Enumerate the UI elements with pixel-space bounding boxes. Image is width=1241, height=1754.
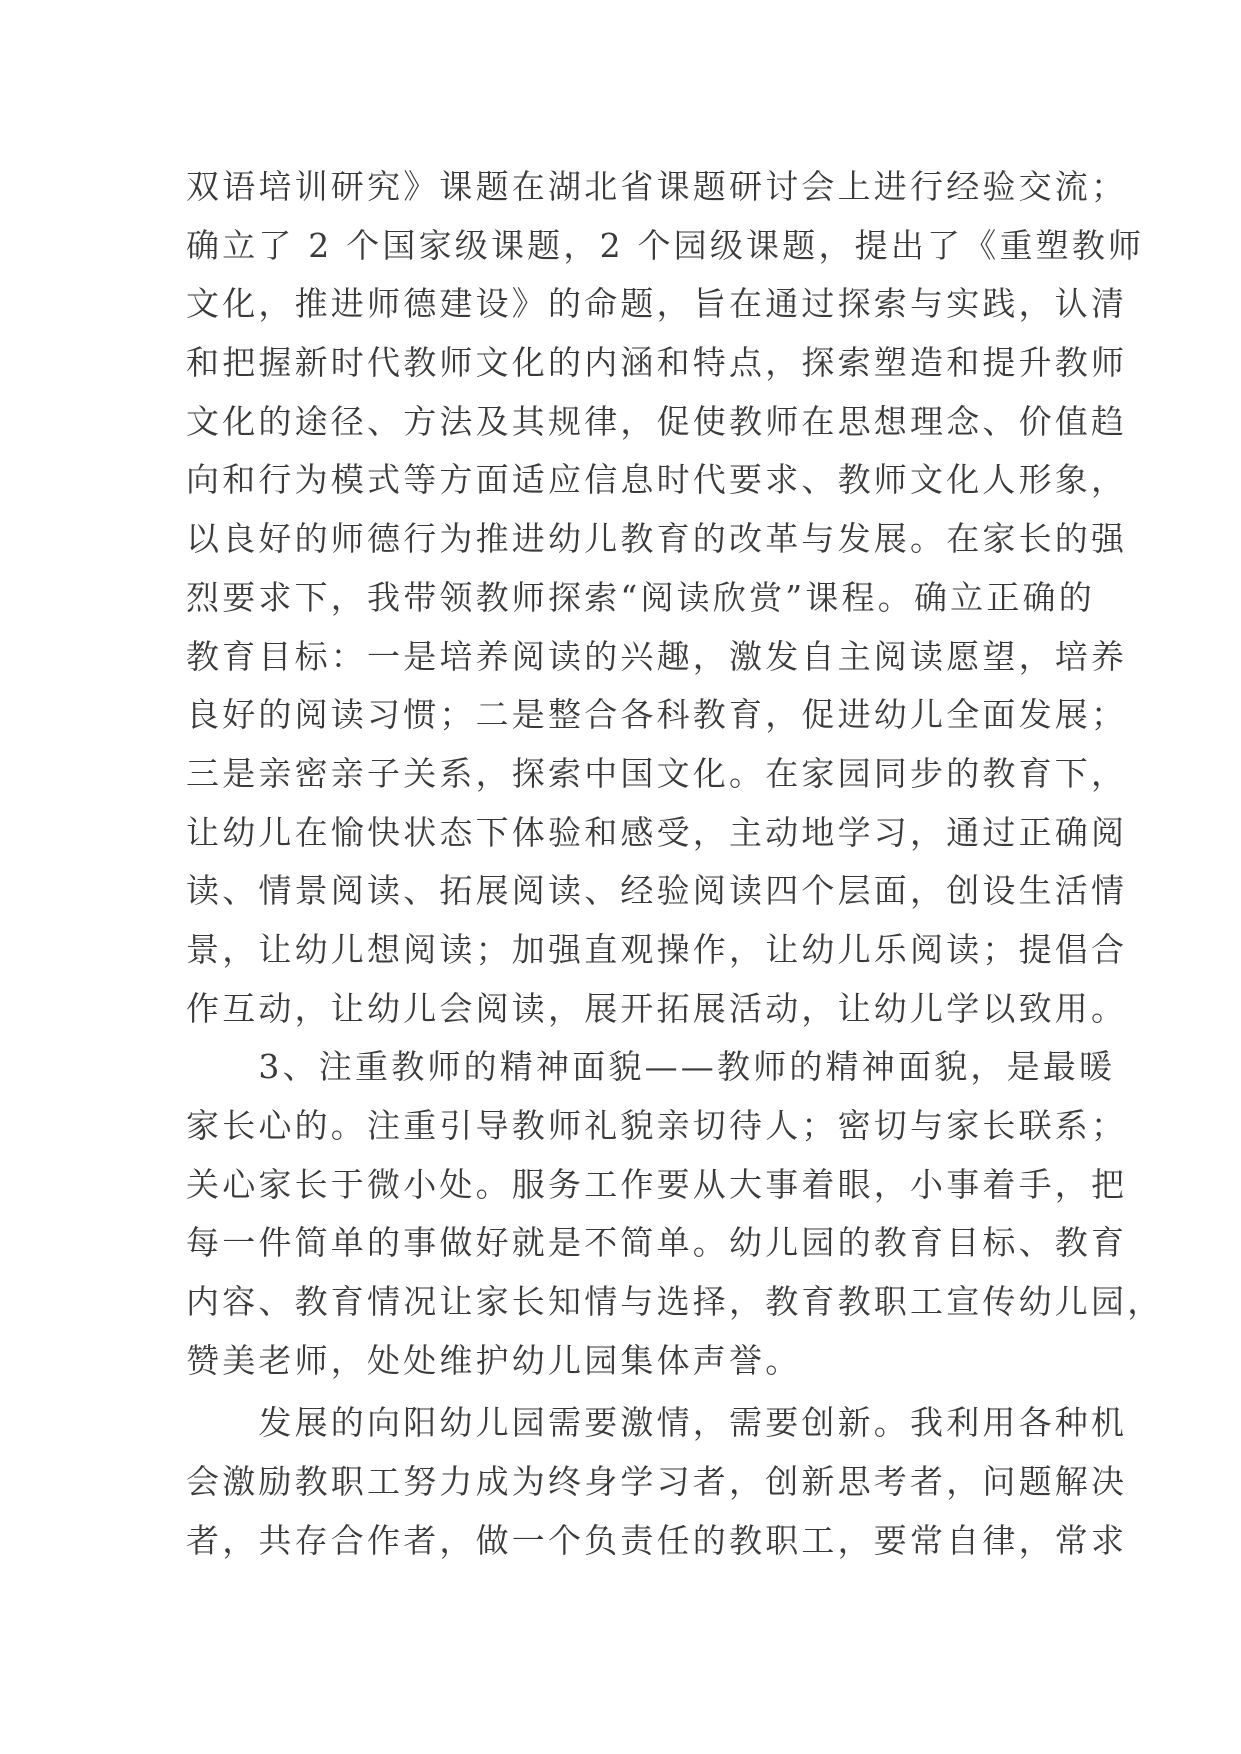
text-line: 每一件简单的事做好就是不简单。幼儿园的教育目标、教育 [186, 1223, 1128, 1263]
text-line: 者，共存合作者，做一个负责任的教职工，要常自律，常求 [186, 1520, 1128, 1560]
text-line: 以良好的师德行为推进幼儿教育的改革与发展。在家长的强 [186, 519, 1128, 559]
text-line: 让幼儿在愉快状态下体验和感受，主动地学习，通过正确阅 [186, 812, 1128, 852]
text-line: 赞美老师，处处维护幼儿园集体声誉。 [186, 1340, 802, 1380]
text-line: 会激励教职工努力成为终身学习者，创新思考者，问题解决 [186, 1462, 1128, 1502]
text-line: 家长心的。注重引导教师礼貌亲切待人；密切与家长联系； [186, 1106, 1128, 1145]
text-line: 读、情景阅读、拓展阅读、经验阅读四个层面，创设生活情 [186, 871, 1128, 911]
body-text [186, 158, 1164, 1571]
text-line: 烈要求下，我带领教师探索“阅读欣赏”课程。确立正确的 [186, 577, 1095, 617]
text-line: 三是亲密亲子关系，探索中国文化。在家园同步的教育下， [186, 753, 1128, 793]
text-line: 作互动，让幼儿会阅读，展开拓展活动，让幼儿学以致用。 [186, 988, 1128, 1028]
text-line: 教育目标：一是培养阅读的兴趣，激发自主阅读愿望，培养 [186, 636, 1128, 676]
text-line: 双语培训研究》课题在湖北省课题研讨会上进行经验交流； [186, 167, 1128, 206]
paragraph-start-line: 发展的向阳幼儿园需要激情，需要创新。我利用各种机 [186, 1403, 1128, 1443]
text-line: 关心家长于微小处。服务工作要从大事着眼，小事着手，把 [186, 1164, 1128, 1204]
text-line: 文化，推进师德建设》的命题，旨在通过探索与实践，认清 [186, 284, 1128, 324]
text-line: 景，让幼儿想阅读；加强直观操作，让幼儿乐阅读；提倡合 [186, 929, 1128, 969]
text-line: 良好的阅读习惯；二是整合各科教育，促进幼儿全面发展； [186, 695, 1128, 735]
text-line: 内容、教育情况让家长知情与选择，教育教职工宣传幼儿园， [186, 1282, 1164, 1322]
text-line: 向和行为模式等方面适应信息时代要求、教师文化人形象， [186, 460, 1128, 500]
text-line: 文化的途径、方法及其规律，促使教师在思想理念、价值趋 [186, 401, 1128, 441]
text-line: 确立了 2 个国家级课题，2 个园级课题，提出了《重塑教师 [186, 225, 1145, 265]
paragraph-start-line: 3、注重教师的精神面貌——教师的精神面貌，是最暖 [186, 1047, 1116, 1087]
text-line: 和把握新时代教师文化的内涵和特点，探索塑造和提升教师 [186, 343, 1128, 383]
